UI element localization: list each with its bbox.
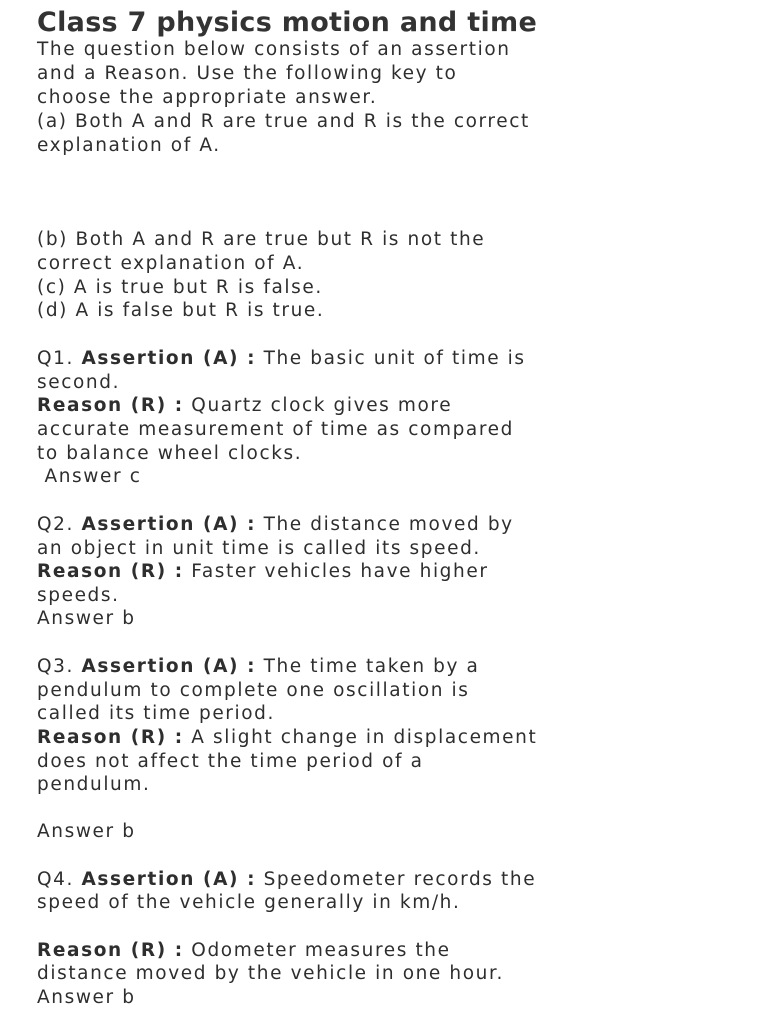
page-title: Class 7 physics motion and time bbox=[37, 7, 538, 38]
reason-label: Reason (R) : bbox=[37, 727, 184, 748]
reason-text: accurate measurement of time as compared bbox=[37, 419, 514, 440]
question-4-assertion bbox=[37, 868, 536, 892]
question-2-reason bbox=[37, 560, 489, 584]
question-3-answer: Answer b bbox=[37, 821, 136, 842]
key-option-d: (d) A is false but R is true. bbox=[37, 300, 325, 321]
reason-text: distance moved by the vehicle in one hour. bbox=[37, 963, 504, 984]
reason-text: does not affect the time period of a bbox=[37, 751, 424, 772]
question-2-answer: Answer b bbox=[37, 608, 136, 629]
key-option-b: (b) Both A and R are true but R is not the bbox=[37, 229, 486, 250]
assertion-text: pendulum to complete one oscillation is bbox=[37, 680, 470, 701]
reason-text: Odometer measures the bbox=[183, 940, 451, 961]
assertion-text: speed of the vehicle generally in km/h. bbox=[37, 892, 461, 913]
assertion-label: Assertion (A) : bbox=[81, 656, 257, 677]
assertion-text: called its time period. bbox=[37, 703, 275, 724]
reason-text: speeds. bbox=[37, 585, 120, 606]
question-1-reason bbox=[37, 394, 452, 418]
question-4-answer: Answer b bbox=[37, 987, 136, 1008]
assertion-label: Assertion (A) : bbox=[81, 514, 257, 535]
reason-text: A slight change in displacement bbox=[183, 727, 538, 748]
question-3-assertion bbox=[37, 655, 479, 679]
assertion-label: Assertion (A) : bbox=[81, 348, 257, 369]
key-option-b: correct explanation of A. bbox=[37, 253, 305, 274]
intro-text: choose the appropriate answer. bbox=[37, 87, 378, 108]
question-number: Q3. bbox=[37, 656, 75, 677]
question-3-reason bbox=[37, 726, 537, 750]
assertion-text: second. bbox=[37, 372, 121, 393]
key-option-c: (c) A is true but R is false. bbox=[37, 277, 323, 298]
reason-label: Reason (R) : bbox=[37, 940, 184, 961]
key-option-a: (a) Both A and R are true and R is the correct bbox=[37, 111, 530, 132]
reason-label: Reason (R) : bbox=[37, 561, 184, 582]
reason-text: pendulum. bbox=[37, 774, 151, 795]
assertion-label: Assertion (A) : bbox=[81, 869, 257, 890]
question-number: Q4. bbox=[37, 869, 75, 890]
reason-label: Reason (R) : bbox=[37, 395, 184, 416]
question-2-assertion bbox=[37, 513, 514, 537]
key-option-a: explanation of A. bbox=[37, 135, 221, 156]
question-number: Q2. bbox=[37, 514, 75, 535]
reason-text: Quartz clock gives more bbox=[183, 395, 453, 416]
question-1-assertion bbox=[37, 347, 526, 371]
question-1-answer: Answer c bbox=[37, 466, 142, 487]
question-number: Q1. bbox=[37, 348, 75, 369]
intro-text: The question below consists of an assertion bbox=[37, 39, 511, 60]
reason-text: Faster vehicles have higher bbox=[183, 561, 489, 582]
reason-text: to balance wheel clocks. bbox=[37, 443, 303, 464]
intro-text: and a Reason. Use the following key to bbox=[37, 63, 458, 84]
assertion-text: The distance moved by bbox=[256, 514, 514, 535]
assertion-text: The time taken by a bbox=[256, 656, 480, 677]
question-4-reason bbox=[37, 939, 451, 963]
assertion-text: an object in unit time is called its speed. bbox=[37, 538, 481, 559]
assertion-text: Speedometer records the bbox=[256, 869, 537, 890]
assertion-text: The basic unit of time is bbox=[256, 348, 526, 369]
